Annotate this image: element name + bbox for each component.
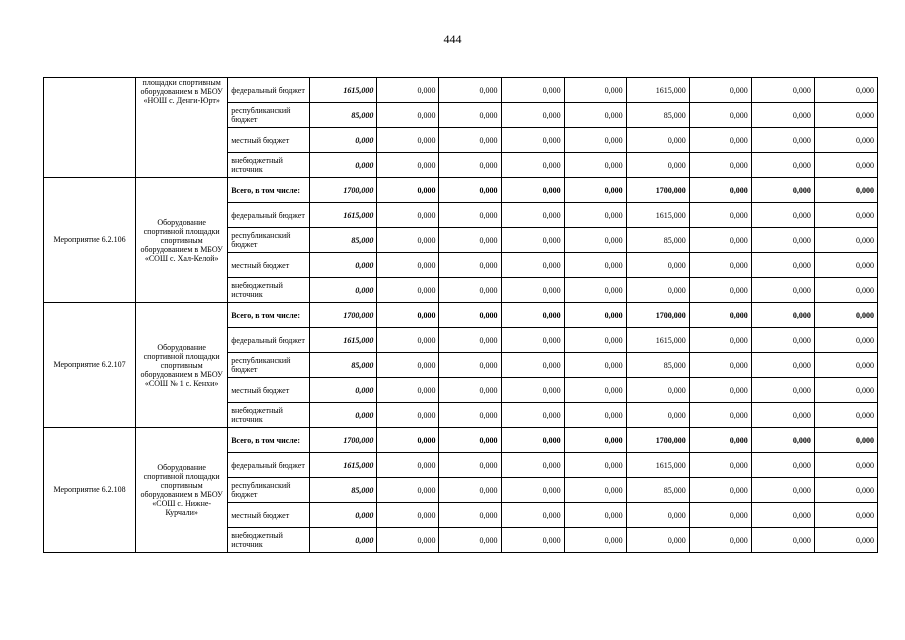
funding-source-cell: местный бюджет bbox=[228, 128, 310, 153]
amount-cell: 0,000 bbox=[439, 178, 501, 203]
amount-cell: 0,000 bbox=[439, 128, 501, 153]
budget-table bbox=[43, 77, 878, 553]
amount-cell: 0,000 bbox=[689, 303, 751, 328]
amount-cell: 0,000 bbox=[689, 453, 751, 478]
amount-cell: 1700,000 bbox=[626, 178, 689, 203]
amount-cell: 0,000 bbox=[751, 503, 814, 528]
funding-source-cell: республиканский бюджет bbox=[228, 103, 310, 128]
event-cell: Мероприятие 6.2.107 bbox=[44, 303, 136, 428]
amount-cell: 0,000 bbox=[814, 128, 877, 153]
description-cell: площадки спортивным оборудованием в МБОУ «НОШ с. Денги-Юрт» bbox=[136, 78, 228, 178]
amount-cell: 0,000 bbox=[439, 78, 501, 103]
amount-cell: 0,000 bbox=[689, 403, 751, 428]
total-amount-cell: 1615,000 bbox=[310, 328, 377, 353]
amount-cell: 0,000 bbox=[814, 403, 877, 428]
description-cell: Оборудование спортивной площадки спортивным оборудованием в МБОУ «СОШ № 1 с. Кенхи» bbox=[136, 303, 228, 428]
amount-cell: 0,000 bbox=[751, 203, 814, 228]
amount-cell: 0,000 bbox=[814, 303, 877, 328]
total-amount-cell: 85,000 bbox=[310, 228, 377, 253]
amount-cell: 0,000 bbox=[439, 253, 501, 278]
amount-cell: 1700,000 bbox=[626, 428, 689, 453]
amount-cell: 0,000 bbox=[564, 128, 626, 153]
table-row bbox=[44, 78, 878, 103]
amount-cell: 0,000 bbox=[501, 378, 564, 403]
amount-cell: 0,000 bbox=[501, 228, 564, 253]
amount-cell: 0,000 bbox=[751, 353, 814, 378]
amount-cell: 0,000 bbox=[439, 278, 501, 303]
funding-source-cell: внебюджетный источник bbox=[228, 153, 310, 178]
amount-cell: 0,000 bbox=[501, 503, 564, 528]
amount-cell: 0,000 bbox=[377, 328, 439, 353]
page-number: 444 bbox=[443, 32, 462, 46]
amount-cell: 0,000 bbox=[377, 78, 439, 103]
amount-cell: 0,000 bbox=[377, 128, 439, 153]
event-cell: Мероприятие 6.2.106 bbox=[44, 178, 136, 303]
amount-cell: 0,000 bbox=[377, 403, 439, 428]
amount-cell: 0,000 bbox=[439, 503, 501, 528]
total-amount-cell: 1615,000 bbox=[310, 453, 377, 478]
amount-cell: 0,000 bbox=[501, 528, 564, 553]
amount-cell: 0,000 bbox=[814, 153, 877, 178]
amount-cell: 0,000 bbox=[377, 228, 439, 253]
funding-source-cell: республиканский бюджет bbox=[228, 478, 310, 503]
amount-cell: 0,000 bbox=[751, 378, 814, 403]
amount-cell: 0,000 bbox=[626, 403, 689, 428]
amount-cell: 0,000 bbox=[689, 353, 751, 378]
amount-cell: 0,000 bbox=[439, 428, 501, 453]
amount-cell: 0,000 bbox=[689, 478, 751, 503]
amount-cell: 0,000 bbox=[626, 153, 689, 178]
amount-cell: 0,000 bbox=[626, 503, 689, 528]
amount-cell: 0,000 bbox=[689, 128, 751, 153]
amount-cell: 0,000 bbox=[377, 203, 439, 228]
amount-cell: 0,000 bbox=[751, 428, 814, 453]
amount-cell: 0,000 bbox=[501, 203, 564, 228]
amount-cell: 0,000 bbox=[564, 453, 626, 478]
amount-cell: 0,000 bbox=[564, 153, 626, 178]
amount-cell: 0,000 bbox=[689, 503, 751, 528]
amount-cell: 0,000 bbox=[689, 178, 751, 203]
amount-cell: 0,000 bbox=[814, 178, 877, 203]
amount-cell: 0,000 bbox=[377, 103, 439, 128]
amount-cell: 0,000 bbox=[689, 103, 751, 128]
amount-cell: 0,000 bbox=[377, 253, 439, 278]
amount-cell: 1615,000 bbox=[626, 453, 689, 478]
amount-cell: 0,000 bbox=[814, 328, 877, 353]
table-row-total bbox=[44, 178, 878, 203]
event-cell bbox=[44, 78, 136, 178]
amount-cell: 0,000 bbox=[814, 528, 877, 553]
amount-cell: 1615,000 bbox=[626, 78, 689, 103]
amount-cell: 0,000 bbox=[689, 378, 751, 403]
amount-cell: 0,000 bbox=[751, 128, 814, 153]
amount-cell: 0,000 bbox=[689, 153, 751, 178]
amount-cell: 0,000 bbox=[814, 103, 877, 128]
funding-source-cell: Всего, в том числе: bbox=[228, 303, 310, 328]
amount-cell: 0,000 bbox=[751, 453, 814, 478]
amount-cell: 0,000 bbox=[814, 453, 877, 478]
amount-cell: 0,000 bbox=[377, 453, 439, 478]
total-amount-cell: 1700,000 bbox=[310, 428, 377, 453]
amount-cell: 0,000 bbox=[814, 203, 877, 228]
funding-source-cell: федеральный бюджет bbox=[228, 78, 310, 103]
amount-cell: 0,000 bbox=[564, 103, 626, 128]
total-amount-cell: 0,000 bbox=[310, 503, 377, 528]
amount-cell: 0,000 bbox=[751, 328, 814, 353]
amount-cell: 0,000 bbox=[626, 253, 689, 278]
amount-cell: 0,000 bbox=[814, 378, 877, 403]
amount-cell: 0,000 bbox=[439, 403, 501, 428]
amount-cell: 0,000 bbox=[501, 153, 564, 178]
amount-cell: 0,000 bbox=[564, 403, 626, 428]
amount-cell: 85,000 bbox=[626, 228, 689, 253]
amount-cell: 0,000 bbox=[377, 178, 439, 203]
total-amount-cell: 0,000 bbox=[310, 378, 377, 403]
amount-cell: 0,000 bbox=[439, 478, 501, 503]
amount-cell: 0,000 bbox=[377, 153, 439, 178]
amount-cell: 0,000 bbox=[377, 503, 439, 528]
amount-cell: 0,000 bbox=[439, 103, 501, 128]
amount-cell: 0,000 bbox=[751, 278, 814, 303]
amount-cell: 0,000 bbox=[377, 478, 439, 503]
amount-cell: 0,000 bbox=[501, 353, 564, 378]
amount-cell: 0,000 bbox=[439, 203, 501, 228]
funding-source-cell: федеральный бюджет bbox=[228, 328, 310, 353]
amount-cell: 85,000 bbox=[626, 478, 689, 503]
amount-cell: 0,000 bbox=[689, 228, 751, 253]
amount-cell: 0,000 bbox=[501, 453, 564, 478]
amount-cell: 0,000 bbox=[564, 78, 626, 103]
amount-cell: 0,000 bbox=[751, 303, 814, 328]
amount-cell: 0,000 bbox=[564, 378, 626, 403]
description-cell: Оборудование спортивной площадки спортивным оборудованием в МБОУ «СОШ с. Нижне-Курчали» bbox=[136, 428, 228, 553]
amount-cell: 0,000 bbox=[814, 253, 877, 278]
amount-cell: 0,000 bbox=[377, 378, 439, 403]
amount-cell: 0,000 bbox=[814, 478, 877, 503]
total-amount-cell: 0,000 bbox=[310, 153, 377, 178]
amount-cell: 0,000 bbox=[501, 178, 564, 203]
amount-cell: 0,000 bbox=[501, 103, 564, 128]
amount-cell: 85,000 bbox=[626, 353, 689, 378]
amount-cell: 85,000 bbox=[626, 103, 689, 128]
amount-cell: 0,000 bbox=[564, 203, 626, 228]
amount-cell: 0,000 bbox=[564, 253, 626, 278]
funding-source-cell: федеральный бюджет bbox=[228, 453, 310, 478]
amount-cell: 0,000 bbox=[564, 353, 626, 378]
amount-cell: 0,000 bbox=[814, 278, 877, 303]
amount-cell: 0,000 bbox=[689, 328, 751, 353]
table-body bbox=[44, 78, 878, 553]
amount-cell: 0,000 bbox=[751, 153, 814, 178]
total-amount-cell: 85,000 bbox=[310, 103, 377, 128]
amount-cell: 0,000 bbox=[564, 328, 626, 353]
funding-source-cell: республиканский бюджет bbox=[228, 228, 310, 253]
amount-cell: 0,000 bbox=[751, 528, 814, 553]
amount-cell: 0,000 bbox=[501, 403, 564, 428]
total-amount-cell: 1700,000 bbox=[310, 178, 377, 203]
total-amount-cell: 0,000 bbox=[310, 278, 377, 303]
amount-cell: 0,000 bbox=[501, 253, 564, 278]
amount-cell: 0,000 bbox=[564, 503, 626, 528]
amount-cell: 0,000 bbox=[439, 353, 501, 378]
amount-cell: 0,000 bbox=[439, 328, 501, 353]
funding-source-cell: республиканский бюджет bbox=[228, 353, 310, 378]
amount-cell: 0,000 bbox=[439, 303, 501, 328]
amount-cell: 0,000 bbox=[377, 428, 439, 453]
amount-cell: 0,000 bbox=[439, 453, 501, 478]
description-cell: Оборудование спортивной площадки спортивным оборудованием в МБОУ «СОШ с. Хал-Келой» bbox=[136, 178, 228, 303]
amount-cell: 1615,000 bbox=[626, 203, 689, 228]
funding-source-cell: местный бюджет bbox=[228, 378, 310, 403]
funding-source-cell: местный бюджет bbox=[228, 503, 310, 528]
amount-cell: 0,000 bbox=[564, 178, 626, 203]
amount-cell: 0,000 bbox=[751, 228, 814, 253]
amount-cell: 0,000 bbox=[439, 153, 501, 178]
amount-cell: 0,000 bbox=[564, 528, 626, 553]
total-amount-cell: 0,000 bbox=[310, 128, 377, 153]
amount-cell: 0,000 bbox=[501, 428, 564, 453]
amount-cell: 0,000 bbox=[626, 378, 689, 403]
amount-cell: 0,000 bbox=[626, 528, 689, 553]
amount-cell: 0,000 bbox=[751, 103, 814, 128]
amount-cell: 0,000 bbox=[751, 253, 814, 278]
amount-cell: 0,000 bbox=[439, 528, 501, 553]
total-amount-cell: 85,000 bbox=[310, 353, 377, 378]
amount-cell: 0,000 bbox=[751, 178, 814, 203]
amount-cell: 0,000 bbox=[501, 303, 564, 328]
amount-cell: 0,000 bbox=[439, 378, 501, 403]
amount-cell: 0,000 bbox=[814, 78, 877, 103]
funding-source-cell: Всего, в том числе: bbox=[228, 178, 310, 203]
amount-cell: 0,000 bbox=[689, 528, 751, 553]
total-amount-cell: 1615,000 bbox=[310, 203, 377, 228]
amount-cell: 0,000 bbox=[377, 528, 439, 553]
total-amount-cell: 0,000 bbox=[310, 253, 377, 278]
amount-cell: 0,000 bbox=[501, 328, 564, 353]
amount-cell: 0,000 bbox=[501, 278, 564, 303]
amount-cell: 0,000 bbox=[751, 403, 814, 428]
amount-cell: 0,000 bbox=[814, 228, 877, 253]
amount-cell: 0,000 bbox=[564, 478, 626, 503]
amount-cell: 0,000 bbox=[564, 303, 626, 328]
total-amount-cell: 1615,000 bbox=[310, 78, 377, 103]
amount-cell: 0,000 bbox=[689, 428, 751, 453]
amount-cell: 0,000 bbox=[689, 253, 751, 278]
amount-cell: 0,000 bbox=[814, 428, 877, 453]
amount-cell: 0,000 bbox=[564, 278, 626, 303]
funding-source-cell: внебюджетный источник bbox=[228, 278, 310, 303]
amount-cell: 0,000 bbox=[377, 278, 439, 303]
amount-cell: 0,000 bbox=[814, 353, 877, 378]
table-row-total bbox=[44, 428, 878, 453]
amount-cell: 0,000 bbox=[689, 203, 751, 228]
table-row-total bbox=[44, 303, 878, 328]
amount-cell: 0,000 bbox=[626, 128, 689, 153]
amount-cell: 0,000 bbox=[751, 78, 814, 103]
funding-source-cell: Всего, в том числе: bbox=[228, 428, 310, 453]
amount-cell: 0,000 bbox=[689, 278, 751, 303]
funding-source-cell: федеральный бюджет bbox=[228, 203, 310, 228]
funding-source-cell: внебюджетный источник bbox=[228, 403, 310, 428]
total-amount-cell: 0,000 bbox=[310, 403, 377, 428]
amount-cell: 0,000 bbox=[377, 353, 439, 378]
funding-source-cell: местный бюджет bbox=[228, 253, 310, 278]
amount-cell: 0,000 bbox=[564, 428, 626, 453]
amount-cell: 0,000 bbox=[377, 303, 439, 328]
total-amount-cell: 85,000 bbox=[310, 478, 377, 503]
amount-cell: 0,000 bbox=[626, 278, 689, 303]
amount-cell: 0,000 bbox=[751, 478, 814, 503]
amount-cell: 0,000 bbox=[439, 228, 501, 253]
amount-cell: 0,000 bbox=[689, 78, 751, 103]
event-cell: Мероприятие 6.2.108 bbox=[44, 428, 136, 553]
total-amount-cell: 0,000 bbox=[310, 528, 377, 553]
funding-source-cell: внебюджетный источник bbox=[228, 528, 310, 553]
amount-cell: 1615,000 bbox=[626, 328, 689, 353]
total-amount-cell: 1700,000 bbox=[310, 303, 377, 328]
amount-cell: 1700,000 bbox=[626, 303, 689, 328]
amount-cell: 0,000 bbox=[501, 128, 564, 153]
amount-cell: 0,000 bbox=[501, 78, 564, 103]
amount-cell: 0,000 bbox=[501, 478, 564, 503]
amount-cell: 0,000 bbox=[564, 228, 626, 253]
amount-cell: 0,000 bbox=[814, 503, 877, 528]
